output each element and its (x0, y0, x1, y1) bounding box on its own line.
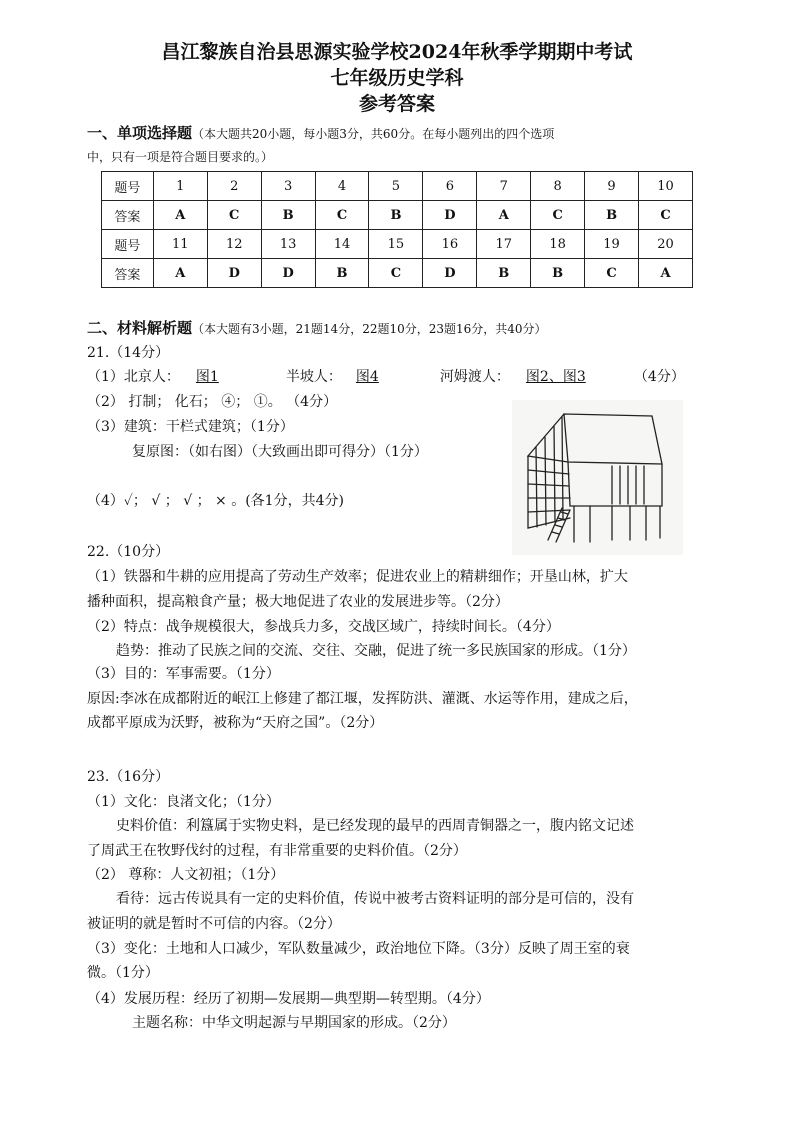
q21-heading: 21.（14分） (87, 345, 170, 361)
answer-cell: C (639, 201, 693, 230)
answer-cell: B (369, 201, 423, 230)
section1-heading: 一、单项选择题 (87, 124, 193, 142)
q22-line6: 原因:李冰在成都附近的岷江上修建了都江堰，发挥防洪、灌溉、水运等作用，建成之后， (87, 691, 638, 707)
question-number: 10 (639, 172, 693, 201)
question-number: 18 (531, 230, 585, 259)
question-number: 13 (261, 230, 315, 259)
q21-label-hemudu: 河姆渡人： (439, 369, 510, 385)
q21-part4: （4）✓； √ ； √ ； × 。(各1分，共4分) (87, 493, 344, 509)
q23-line5: 看待：远古传说具有一定的史料价值，传说中被考古资料证明的部分是可信的，没有 (116, 891, 634, 907)
question-number: 16 (423, 230, 477, 259)
question-number: 8 (531, 172, 585, 201)
q22-line4: 趋势：推动了民族之间的交流、交往、交融，促进了统一多民族国家的形成。（1分） (116, 643, 636, 659)
table-row (102, 201, 693, 230)
question-number: 17 (477, 230, 531, 259)
table-row (102, 230, 693, 259)
question-number: 5 (369, 172, 423, 201)
answer-cell: C (585, 259, 639, 288)
exam-title: 昌江黎族自治县思源实验学校2024年秋季学期期中考试 (161, 41, 633, 63)
q23-line10: 主题名称：中华文明起源与早期国家的形成。（2分） (132, 1015, 456, 1031)
q22-line7: 成都平原成为沃野，被称为“天府之国”。（2分） (87, 715, 384, 731)
q21-answer-beijing: 图1 (195, 369, 219, 385)
answer-cell: D (423, 201, 477, 230)
q21-answer-hemudu: 图2、图3 (525, 369, 586, 385)
table-row (102, 172, 693, 201)
answer-cell: A (153, 259, 207, 288)
answer-cell: B (261, 201, 315, 230)
q22-line3: （2）特点：战争规模很大，参战兵力多，交战区域广，持续时间长。（4分） (87, 619, 560, 635)
table-row-label: 答案 (102, 259, 154, 288)
q21-sketch-note: 复原图：（如右图）（大致画出即可得分）（1分） (132, 444, 428, 460)
q23-line8: 微。（1分） (87, 965, 159, 981)
answer-cell: C (315, 201, 369, 230)
question-number: 6 (423, 172, 477, 201)
section2-note: （本大题有3小题，21题14分，22题10分，23题16分，共40分） (192, 322, 547, 336)
table-row-label: 答案 (102, 201, 154, 230)
q21-part3: （3）建筑：干栏式建筑；（1分） (87, 419, 294, 435)
q21-score: （4分） (633, 369, 685, 385)
q23-heading: 23.（16分） (87, 769, 170, 785)
q23-line9: （4）发展历程：经历了初期—发展期—典型期—转型期。（4分） (87, 991, 490, 1007)
stilt-house-sketch (512, 400, 683, 555)
answer-cell: C (369, 259, 423, 288)
answer-cell: D (261, 259, 315, 288)
q23-line3: 了周武王在牧野伐纣的过程，有非常重要的史料价值。（2分） (87, 843, 467, 859)
q22-heading: 22.（10分） (87, 544, 170, 560)
q21-part2: （2） 打制； 化石； ④； ①。 （4分） (87, 394, 338, 410)
question-number: 19 (585, 230, 639, 259)
q21-label-beijing: （1）北京人： (87, 369, 180, 385)
answer-cell: B (531, 259, 585, 288)
section1-note: （本大题共20小题，每小题3分，共60分。在每小题列出的四个选项 (192, 127, 555, 141)
q22-line2: 播种面积，提高粮食产量；极大地促进了农业的发展进步等。（2分） (87, 594, 509, 610)
answer-cell: D (423, 259, 477, 288)
q22-line1: （1）铁器和牛耕的应用提高了劳动生产效率；促进农业上的精耕细作；开垦山林，扩大 (87, 569, 628, 585)
answer-cell: B (315, 259, 369, 288)
section1-note-cont: 中，只有一项是符合题目要求的。） (87, 150, 274, 164)
table-row-label: 题号 (102, 230, 154, 259)
section2-heading: 二、材料解析题 (87, 319, 193, 337)
question-number: 20 (639, 230, 693, 259)
q21-part1 (87, 367, 685, 387)
question-number: 3 (261, 172, 315, 201)
question-number: 2 (207, 172, 261, 201)
q23-line7: （3）变化：土地和人口减少，军队数量减少，政治地位下降。（3分）反映了周王室的衰 (87, 941, 630, 957)
q21-answer-banpo: 图4 (355, 369, 379, 385)
section2-header (87, 317, 547, 338)
table-row (102, 259, 693, 288)
answer-cell: B (585, 201, 639, 230)
answer-cell: D (207, 259, 261, 288)
q23-line1: （1）文化：良渚文化；（1分） (87, 794, 280, 810)
answer-cell: A (153, 201, 207, 230)
answer-key-title: 参考答案 (358, 93, 435, 115)
answer-cell: C (207, 201, 261, 230)
question-number: 11 (153, 230, 207, 259)
answer-cell: C (531, 201, 585, 230)
question-number: 12 (207, 230, 261, 259)
section1-header (87, 122, 554, 143)
q23-line4: （2） 尊称：人文初祖；（1分） (87, 867, 285, 883)
answer-cell: A (639, 259, 693, 288)
q23-line2: 史料价值：利簋属于实物史料，是已经发现的最早的西周青铜器之一，腹内铭文记述 (116, 818, 634, 834)
question-number: 7 (477, 172, 531, 201)
subject-title: 七年级历史学科 (330, 67, 464, 89)
question-number: 4 (315, 172, 369, 201)
answer-cell: B (477, 259, 531, 288)
question-number: 9 (585, 172, 639, 201)
q22-line5: （3）目的：军事需要。（1分） (87, 666, 280, 682)
answer-table (101, 171, 693, 288)
question-number: 15 (369, 230, 423, 259)
table-row-label: 题号 (102, 172, 154, 201)
question-number: 14 (315, 230, 369, 259)
answer-cell: A (477, 201, 531, 230)
q23-line6: 被证明的就是暂时不可信的内容。（2分） (87, 916, 341, 932)
question-number: 1 (153, 172, 207, 201)
q21-label-banpo: 半坡人： (285, 369, 342, 385)
